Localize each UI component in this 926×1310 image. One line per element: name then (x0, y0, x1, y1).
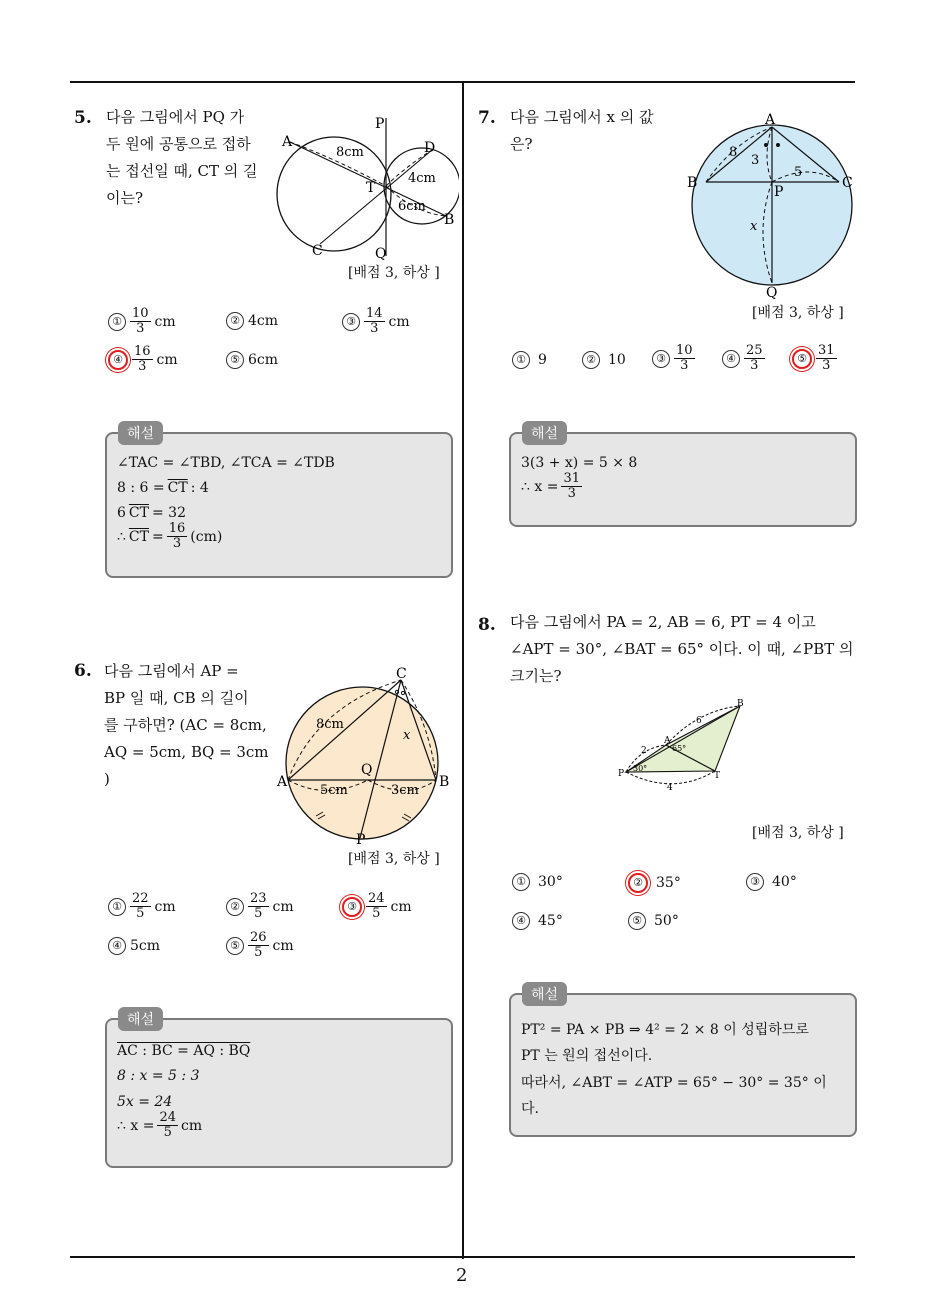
q8-choice-4[interactable]: ④ 45° (512, 912, 563, 930)
q5-line1: 다음 그림에서 PQ 가 (106, 108, 245, 126)
q8-solution-box (509, 993, 857, 1137)
q7-fig-P: P (774, 184, 784, 200)
q7-choice-3[interactable]: ③ $\frac{10}{3}$ (652, 344, 695, 373)
q6-solution-label: 해설 (118, 1007, 163, 1031)
q8-solution-label: 해설 (522, 982, 567, 1006)
q7-fig-Q: Q (766, 285, 778, 301)
q8-line2: ∠APT = 30°, ∠BAT = 65° 이다. 이 때, ∠PBT 의 (510, 640, 854, 658)
q5-figure (274, 108, 459, 263)
q8-fig-65: 65° (672, 744, 687, 753)
q5-fig-8cm: 8cm (336, 145, 364, 160)
q6-choice-4[interactable]: ④ 5cm (108, 937, 160, 955)
bottom-rule (70, 1256, 855, 1258)
q6-line5: ) (104, 770, 110, 788)
q7-text (510, 104, 675, 158)
page-number: 2 (456, 1265, 468, 1286)
q8-line1: 다음 그림에서 PA = 2, AB = 6, PT = 4 이고 (510, 613, 816, 631)
q6-fig-P: P (356, 832, 366, 846)
q6-choice-3[interactable]: ③ $\frac{24}{5}$ cm (342, 892, 412, 921)
q5-fig-6cm: 6cm (398, 199, 426, 214)
q7-sol-line2: ∴ x = $\frac{31}{3}$ (521, 471, 580, 501)
q7-choice-2[interactable]: ② 10 (582, 351, 626, 369)
q6-sol-line3: 5x = 24 (117, 1094, 173, 1110)
q5-score-tag: [배점 3, 하상 ] (348, 265, 440, 281)
q6-fig-Q: Q (361, 762, 373, 778)
q6-sol-line2: 8 : x = 5 : 3 (117, 1068, 200, 1084)
q5-fig-C: C (312, 243, 323, 259)
q8-choice-3[interactable]: ③ 40° (746, 873, 797, 891)
q6-sol-line1: AC : BC = AQ : BQ (117, 1043, 251, 1059)
q8-sol-line3: 따라서, ∠ABT = ∠ATP = 65° − 30° = 35° 이 (521, 1075, 827, 1091)
q6-choice-5[interactable]: ⑤ $\frac{26}{5}$ cm (226, 931, 294, 960)
q6-text (104, 658, 269, 793)
q5-text (106, 104, 266, 212)
q8-text (510, 609, 858, 690)
q7-line1: 다음 그림에서 x 의 값 (510, 108, 654, 126)
q8-number: 8. (478, 615, 496, 635)
q6-sol-line4: ∴ x = $\frac{24}{5}$ cm (117, 1110, 203, 1140)
q6-line3: 를 구하면? (AC = 8cm, (104, 716, 267, 734)
q5-sol-line2: 8 : 6 = $\overline{CT}$ : 4 (117, 480, 209, 496)
q5-fig-B: B (444, 212, 455, 228)
q8-figure (618, 696, 748, 796)
q7-line2: 은? (510, 135, 533, 153)
q6-number: 6. (74, 661, 92, 681)
q5-choice-5[interactable]: ⑤ 6cm (226, 351, 278, 369)
q7-fig-5: 5 (794, 165, 803, 180)
q5-fig-T: T (366, 180, 376, 196)
q5-sol-line1: ∠TAC = ∠TBD, ∠TCA = ∠TDB (117, 455, 335, 471)
column-divider (462, 81, 464, 1259)
q7-number: 7. (478, 108, 496, 128)
q5-fig-D: D (424, 140, 436, 156)
q7-figure (684, 112, 864, 302)
q8-fig-P: P (618, 769, 625, 779)
q6-solution-box (105, 1018, 453, 1168)
q7-fig-x: x (750, 219, 758, 234)
q6-score-tag: [배점 3, 하상 ] (348, 851, 440, 867)
q8-sol-line1: PT² = PA × PB ⇒ 4² = 2 × 8 이 성립하므로 (521, 1022, 809, 1038)
q5-fig-Q: Q (375, 246, 387, 262)
q7-fig-A: A (765, 112, 776, 128)
q8-score-tag: [배점 3, 하상 ] (752, 825, 844, 841)
q8-fig-T: T (714, 771, 721, 781)
q6-fig-3cm: 3cm (391, 783, 419, 798)
q6-line4: AQ = 5cm, BQ = 3cm (104, 743, 269, 761)
q8-sol-line4: 다. (521, 1101, 539, 1117)
q5-sol-line4: ∴ $\overline{CT}$ = $\frac{16}{3}$ (cm) (117, 521, 223, 551)
q8-fig-2: 2 (641, 746, 647, 756)
q7-choice-4[interactable]: ④ $\frac{25}{3}$ (722, 344, 765, 373)
q8-fig-6: 6 (696, 716, 702, 726)
q7-choice-5[interactable]: ⑤ $\frac{31}{3}$ (792, 344, 837, 373)
q6-fig-A: A (277, 774, 288, 790)
q7-sol-line1: 3(3 + x) = 5 × 8 (521, 455, 638, 471)
q6-figure (276, 666, 456, 846)
q8-choice-1[interactable]: ① 30° (512, 873, 563, 891)
q8-fig-30: 30° (633, 764, 648, 773)
q5-answer-mark: ④ (108, 350, 128, 370)
q6-fig-B: B (439, 774, 450, 790)
q5-line4: 이는? (106, 189, 144, 207)
q6-fig-8cm: 8cm (316, 717, 344, 732)
q5-choice-4[interactable]: ④ $\frac{16}{3}$ cm (108, 345, 178, 374)
q8-choice-5[interactable]: ⑤ 50° (628, 912, 679, 930)
q7-fig-3: 3 (751, 153, 760, 168)
q8-fig-4: 4 (667, 783, 673, 793)
q5-fig-A: A (282, 134, 293, 150)
q6-line2: BP 일 때, CB 의 길이 (104, 689, 249, 707)
q5-solution-label: 해설 (118, 421, 163, 445)
q8-line3: 크기는? (510, 667, 562, 685)
q6-choice-2[interactable]: ② $\frac{23}{5}$ cm (226, 892, 294, 921)
q5-choice-1[interactable]: ① $\frac{10}{3}$ cm (108, 307, 176, 336)
q5-fig-4cm: 4cm (408, 171, 436, 186)
q7-choice-1[interactable]: ① 9 (512, 351, 547, 369)
q7-solution-label: 해설 (522, 421, 567, 445)
q6-fig-x: x (403, 728, 411, 743)
q8-fig-B: B (737, 699, 744, 709)
q8-sol-line2: PT 는 원의 접선이다. (521, 1048, 653, 1064)
q7-fig-8: 8 (729, 145, 738, 160)
q7-fig-C: C (842, 175, 853, 191)
q5-choice-3[interactable]: ③ $\frac{14}{3}$ cm (342, 307, 410, 336)
q5-fig-P: P (375, 116, 385, 132)
q8-fig-A: A (664, 736, 671, 746)
q6-line1: 다음 그림에서 AP = (104, 662, 239, 680)
q5-line2: 두 원에 공통으로 접하 (106, 135, 251, 153)
q7-answer-mark: ⑤ (792, 349, 812, 369)
q5-line3: 는 접선일 때, CT 의 길 (106, 162, 258, 180)
q6-choice-1[interactable]: ① $\frac{22}{5}$ cm (108, 892, 176, 921)
q7-score-tag: [배점 3, 하상 ] (752, 305, 844, 321)
q6-fig-C: C (396, 666, 407, 682)
q8-answer-mark: ② (628, 873, 648, 893)
q5-number: 5. (74, 108, 92, 128)
q8-choice-2[interactable]: ② 35° (628, 873, 681, 893)
q6-answer-mark: ③ (342, 897, 362, 917)
q5-choice-2[interactable]: ② 4cm (226, 312, 278, 330)
q7-fig-B: B (687, 175, 698, 191)
q5-sol-line3: 6 $\overline{CT}$ = 32 (117, 505, 186, 521)
q6-fig-5cm: 5cm (320, 783, 348, 798)
